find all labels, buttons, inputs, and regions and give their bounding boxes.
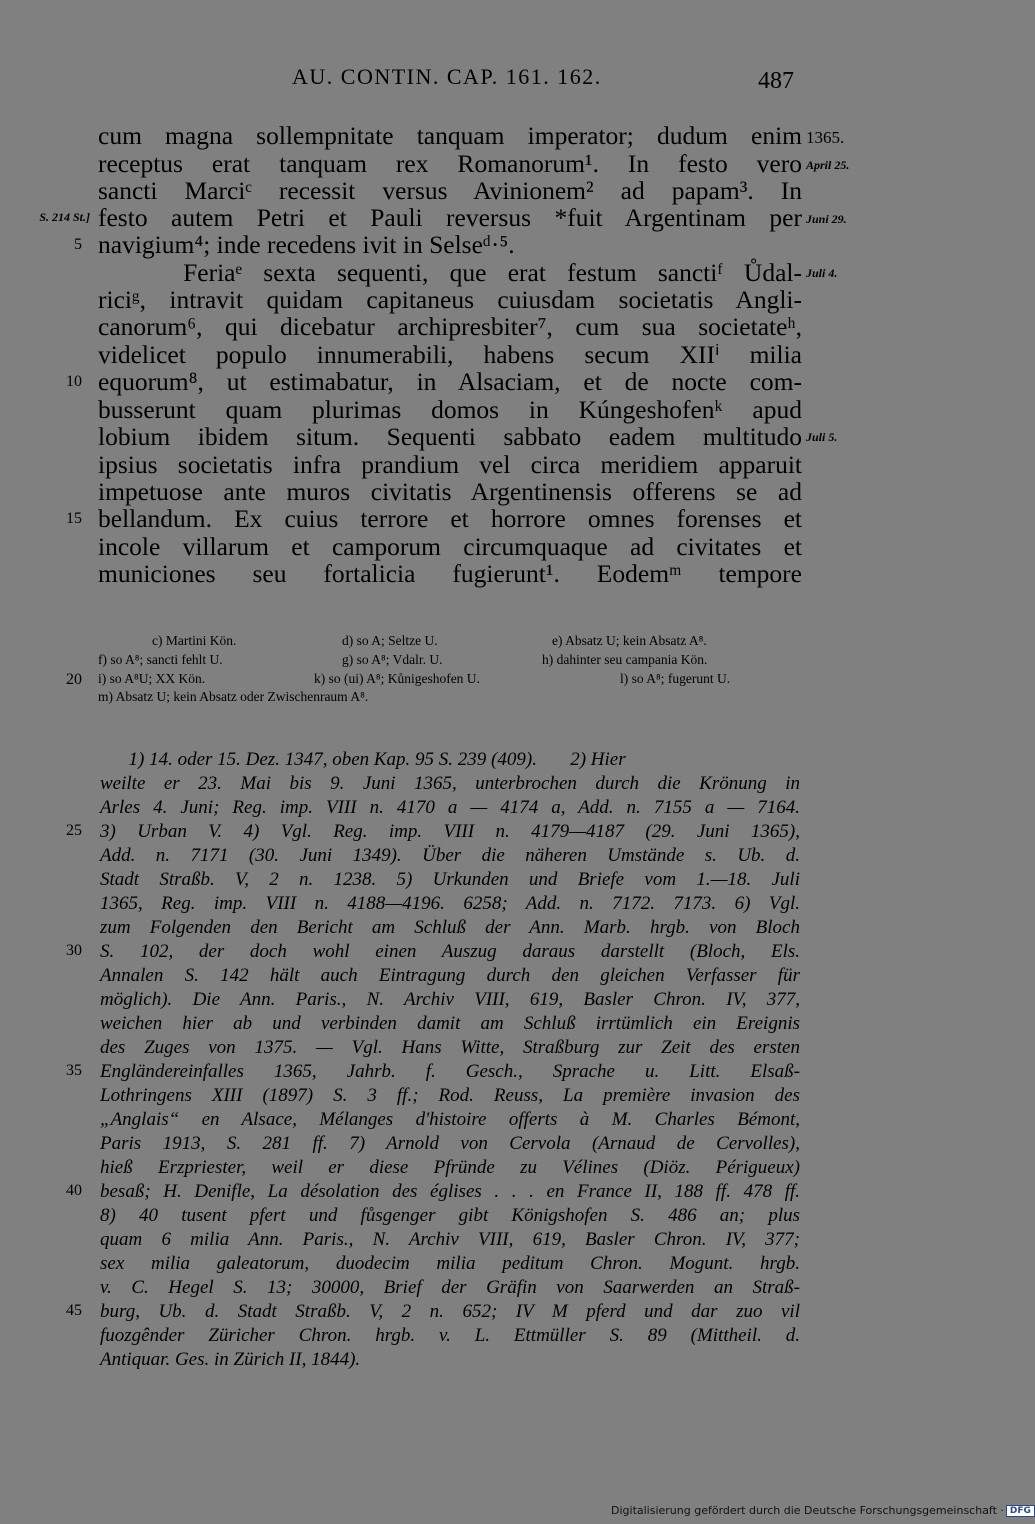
footnote-line: 3) Urban V. 4) Vgl. Reg. imp. VIII n. 4179—4187 (29. Juni 1365), [100,821,800,842]
variant-note: m) Absatz U; kein Absatz oder Zwischenraum A⁸. [98,689,369,704]
text-line: Feriaᵉ sexta sequenti, que erat festum sanctiᶠ Ůdal- [98,258,802,287]
running-title: AU. CONTIN. CAP. 161. 162. [292,64,602,89]
line-number: 30 [66,942,82,959]
text-line: busserunt quam plurimas domos in Kúngeshofenᵏ apud [98,395,802,424]
variant-note: i) so A⁸U; XX Kön. [98,671,206,686]
footnote-line: burg, Ub. d. Stadt Straßb. V, 2 n. 652; IV M pferd und dar zuo vil [100,1301,800,1322]
text-line: incole villarum et camporum circumquaque ad civitates et [98,532,802,561]
footnote-line: Annalen S. 142 hält auch Eintragung durch den gleichen Verfasser für [100,965,800,986]
footnote-line: möglich). Die Ann. Paris., N. Archiv VIII, 619, Basler Chron. IV, 377, [100,989,800,1010]
line-number: 40 [66,1182,82,1199]
footnote-line: Lothringens XIII (1897) S. 3 ff.; Rod. Reuss, La première invasion des [100,1085,800,1106]
footnote-line: des Zuges von 1375. — Vgl. Hans Witte, Straßburg zur Zeit des ersten [100,1037,800,1058]
page-number: 487 [758,68,794,94]
text-line: sancti Marciᶜ recessit versus Avinionem² ad papam³. In [98,176,802,205]
text-line: videlicet populo innumerabili, habens secum XIIⁱ milia [98,340,802,369]
footnote-line: „Anglais“ en Alsace, Mélanges d'histoire offerts à M. Charles Bémont, [100,1109,800,1130]
footnote-line: Add. n. 7171 (30. Juni 1349). Über die näheren Umstände s. Ub. d. [100,845,800,866]
line-number: 25 [66,822,82,839]
margin-date: Juli 4. [806,266,838,280]
line-number: 5 [74,236,82,253]
footnote-line: Engländereinfalles 1365, Jahrb. f. Gesch., Sprache u. Litt. Elsaß- [100,1061,800,1082]
footnote-line: 1365, Reg. imp. VIII n. 4188—4196. 6258; Add. n. 7172. 7173. 6) Vgl. [100,893,800,914]
text-line: cum magna sollempnitate tanquam imperator; dudum enim [98,121,802,150]
footnote-line: quam 6 milia Ann. Paris., N. Archiv VIII, 619, Basler Chron. IV, 377; [100,1229,800,1250]
text-line: bellandum. Ex cuius terrore et horrore omnes forenses et [98,504,802,533]
variant-note: l) so A⁸; fugerunt U. [620,671,731,686]
margin-date: Juni 29. [806,212,847,226]
variant-note: d) so A; Seltze U. [342,633,438,648]
footnote-line: weichen hier ab und verbinden damit am Schluß irrtümlich ein Ereignis [100,1013,800,1034]
variant-note: f) so A⁸; sancti fehlt U. [98,652,223,667]
margin-date: Juli 5. [806,430,838,444]
footnote-line: Paris 1913, S. 281 ff. 7) Arnold von Cervola (Arnaud de Cervolles), [100,1133,800,1154]
text-line: ipsius societatis infra prandium vel circa meridiem apparuit [98,450,802,479]
margin-reference: S. 214 St.] [39,210,90,224]
funding-credit [611,1504,1035,1517]
funding-text: Digitalisierung gefördert durch die Deutsche Forschungsgemeinschaft · [611,1504,1004,1517]
footnote-line: besaß; H. Denifle, La désolation des églises . . . en France II, 188 ff. 478 ff. [100,1181,800,1202]
footnote-line: 1) 14. oder 15. Dez. 1347, oben Kap. 95 S. 239 (409). 2) Hier [100,749,626,770]
text-line: lobium ibidem situm. Sequenti sabbato eadem multitudo [98,422,802,451]
line-number: 35 [66,1062,82,1079]
variant-note: c) Martini Kön. [152,633,237,648]
footnote-line: hieß Erzpriester, weil er diese Pfründe zu Vélines (Diöz. Périgueux) [100,1157,800,1178]
text-line: canorum⁶, qui dicebatur archipresbiter⁷, cum sua societateʰ, [98,312,802,341]
running-header [0,64,1000,98]
footnote-line: Arles 4. Juni; Reg. imp. VIII n. 4170 a — 4174 a, Add. n. 7155 a — 7164. [100,797,800,818]
footnote-line: fuozgênder Züricher Chron. hrgb. v. L. Ettmüller S. 89 (Mittheil. d. [100,1325,800,1346]
variant-note: e) Absatz U; kein Absatz A⁸. [552,633,707,648]
text-line: riciᵍ, intravit quidam capitaneus cuiusdam societatis Angli- [98,285,802,314]
text-line: receptus erat tanquam rex Romanorum¹. In festo vero [98,149,802,178]
variant-note: k) so (ui) A⁸; Kůnigeshofen U. [314,671,480,686]
text-line: festo autem Petri et Pauli reversus *fuit Argentinam per [98,203,802,232]
footnote-line: 8) 40 tusent pfert und fůsgenger gibt Königshofen S. 486 an; plus [100,1205,800,1226]
line-number: 10 [66,373,82,390]
variant-note: h) dahinter seu campania Kön. [542,652,708,667]
text-line: navigium⁴; inde recedens ivit in Selseᵈ·⁵. [98,230,515,259]
footnote-line: Antiquar. Ges. in Zürich II, 1844). [100,1349,361,1370]
dfg-logo: DFG [1006,1505,1035,1517]
footnote-line: weilte er 23. Mai bis 9. Juni 1365, unterbrochen durch die Krönung in [100,773,800,794]
margin-date: April 25. [806,158,850,172]
line-number: 20 [66,671,82,688]
variant-note: g) so A⁸; Vdalr. U. [342,652,443,667]
line-number: 15 [66,510,82,527]
margin-year: 1365. [806,128,845,147]
text-line: impetuose ante muros civitatis Argentinensis offerens se ad [98,477,802,506]
footnote-line: S. 102, der doch wohl einen Auszug daraus darstellt (Bloch, Els. [100,941,800,962]
footnote-line: sex milia galeatorum, duodecim milia peditum Chron. Mogunt. hrgb. [100,1253,800,1274]
text-line: municiones seu fortalicia fugierunt¹. Eodemᵐ tempore [98,559,802,588]
footnote-line: zum Folgenden den Bericht am Schluß der Ann. Marb. hrgb. von Bloch [100,917,800,938]
text-line: equorum⁸, ut estimabatur, in Alsaciam, et de nocte com- [98,367,802,396]
line-number: 45 [66,1302,82,1319]
footnote-line: v. C. Hegel S. 13; 30000, Brief der Gräfin von Saarwerden an Straß- [100,1277,800,1298]
footnote-line: Stadt Straßb. V, 2 n. 1238. 5) Urkunden und Briefe vom 1.—18. Juli [100,869,800,890]
